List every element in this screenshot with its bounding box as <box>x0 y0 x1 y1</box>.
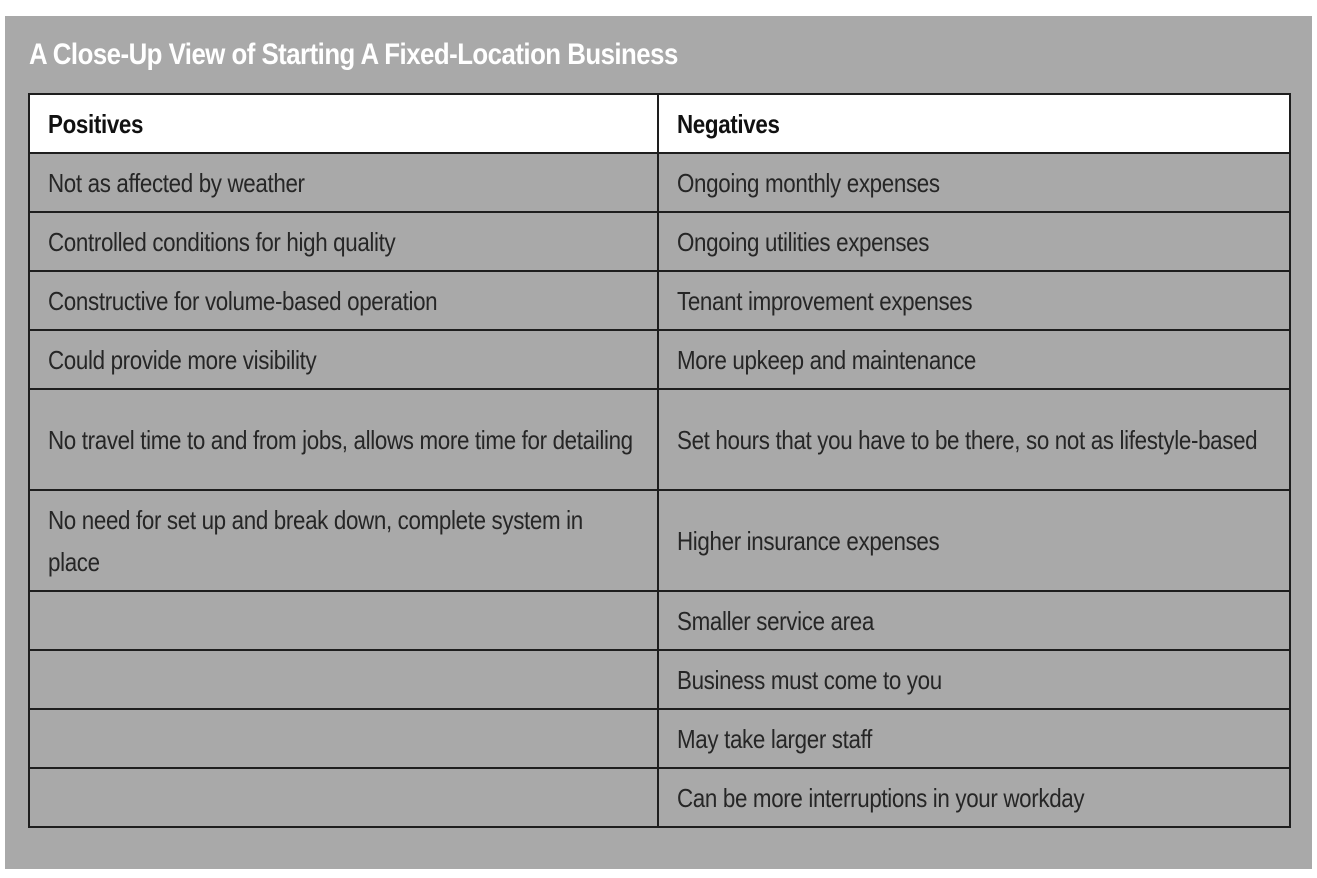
positive-cell: Constructive for volume-based operation <box>29 271 658 330</box>
table-row <box>29 591 1290 650</box>
positives-header: Positives <box>29 94 658 153</box>
table-title: A Close-Up View of Starting A Fixed-Location Business <box>29 38 678 71</box>
table-panel <box>5 16 1312 869</box>
table-row <box>29 271 1290 330</box>
table-row <box>29 768 1290 827</box>
table-row <box>29 650 1290 709</box>
comparison-table <box>28 93 1291 828</box>
positive-cell <box>29 768 658 827</box>
negative-cell: Business must come to you <box>658 650 1290 709</box>
negative-cell: Can be more interruptions in your workday <box>658 768 1290 827</box>
table-row <box>29 490 1290 591</box>
positive-cell <box>29 709 658 768</box>
negative-cell: More upkeep and maintenance <box>658 330 1290 389</box>
positive-cell: Could provide more visibility <box>29 330 658 389</box>
negatives-header: Negatives <box>658 94 1290 153</box>
negative-cell: Higher insurance expenses <box>658 490 1290 591</box>
table-row <box>29 330 1290 389</box>
positive-cell: No travel time to and from jobs, allows more time for detailing <box>29 389 658 490</box>
table-row <box>29 709 1290 768</box>
positive-cell: Controlled conditions for high quality <box>29 212 658 271</box>
positive-cell <box>29 591 658 650</box>
negative-cell: Tenant improvement expenses <box>658 271 1290 330</box>
table-row <box>29 212 1290 271</box>
negative-cell: Ongoing monthly expenses <box>658 153 1290 212</box>
positive-cell: Not as affected by weather <box>29 153 658 212</box>
negative-cell: May take larger staff <box>658 709 1290 768</box>
table-row <box>29 153 1290 212</box>
negative-cell: Ongoing utilities expenses <box>658 212 1290 271</box>
negative-cell: Smaller service area <box>658 591 1290 650</box>
header-row <box>29 94 1290 153</box>
table-row <box>29 389 1290 490</box>
positive-cell: No need for set up and break down, complete system in place <box>29 490 658 591</box>
negative-cell: Set hours that you have to be there, so not as lifestyle-based <box>658 389 1290 490</box>
positive-cell <box>29 650 658 709</box>
